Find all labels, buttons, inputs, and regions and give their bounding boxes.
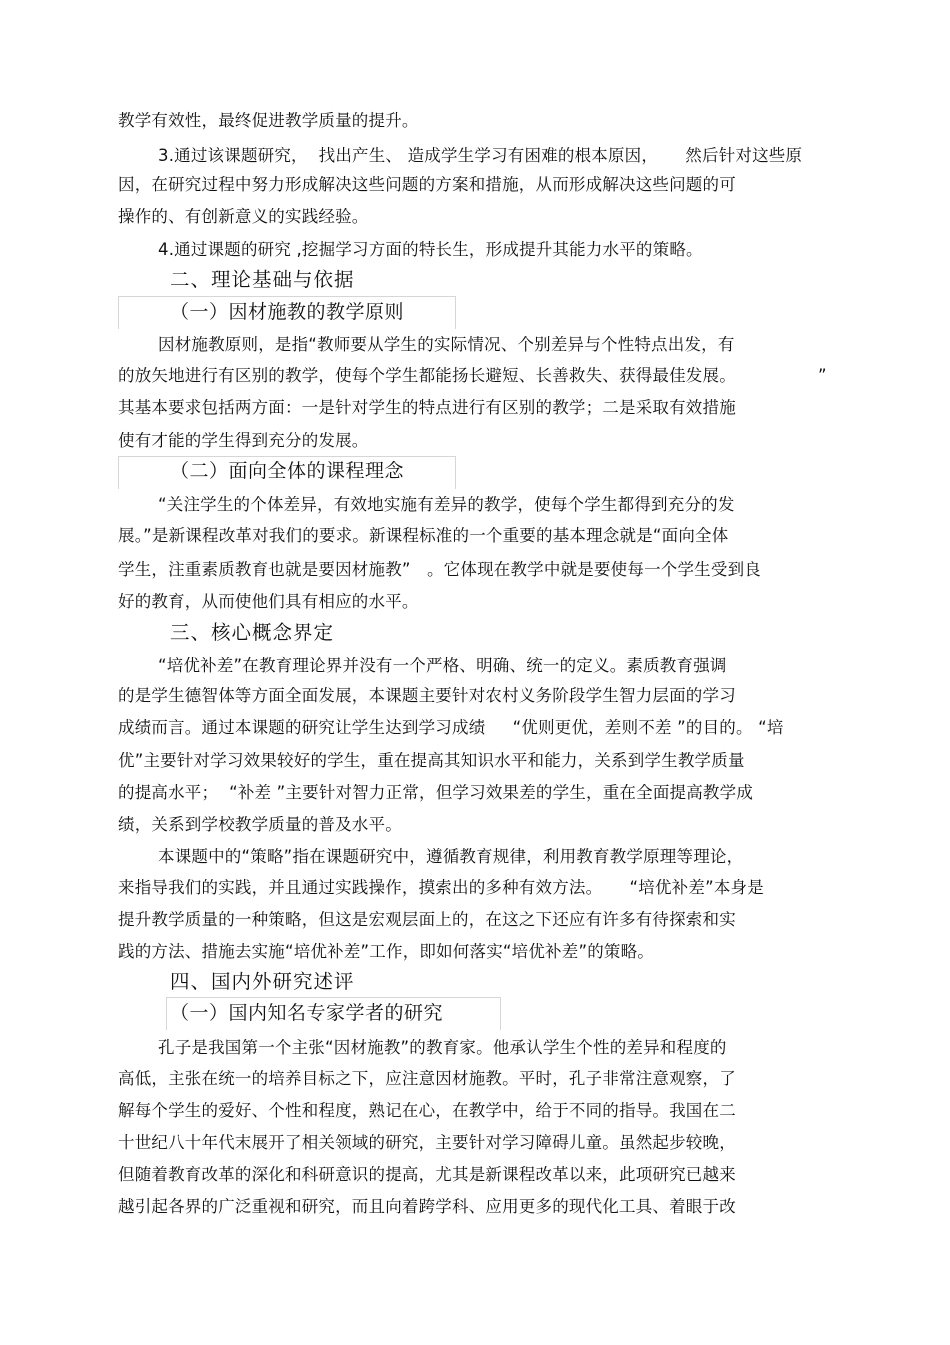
section-heading: 二、理论基础与依据	[170, 268, 355, 291]
section-heading: 四、国内外研究述评	[170, 970, 355, 993]
text-line: 使有才能的学生得到充分的发展。	[118, 431, 369, 450]
text-line: 操作的、有创新意义的实践经验。	[118, 207, 369, 226]
text-line: 但随着教育改革的深化和科研意识的提高，尤其是新课程改革以来，此项研究已越来	[118, 1165, 736, 1184]
subsection-heading: （一）因材施教的教学原则	[170, 301, 405, 323]
text-line: 的提高水平； “补差 ”主要针对智力正常，但学习效果差的学生，重在全面提高教学成	[118, 783, 754, 802]
subsection-heading: （一）国内知名专家学者的研究	[170, 1002, 444, 1024]
subsection-heading: （二）面向全体的课程理念	[170, 460, 405, 482]
text-line: 成绩而言。通过本课题的研究让学生达到学习成绩 “优则更优，差则不差 ”的目的。 “培	[118, 718, 784, 737]
text-line: 4.通过课题的研究 ,挖掘学习方面的特长生，形成提升其能力水平的策略。	[158, 240, 703, 259]
text-line: 十世纪八十年代末展开了相关领域的研究，主要针对学习障碍儿童。虽然起步较晚，	[118, 1133, 736, 1152]
text-line: 的放矢地进行有区别的教学，使每个学生都能扬长避短、长善救失、获得最佳发展。	[118, 366, 736, 385]
text-line: 展。”是新课程改革对我们的要求。新课程标准的一个重要的基本理念就是“面向全体	[118, 526, 729, 545]
text-line: 来指导我们的实践，并且通过实践操作，摸索出的多种有效方法。 “培优补差”本身是	[118, 878, 764, 897]
text-line: “关注学生的个体差异，有效地实施有差异的教学，使每个学生都得到充分的发	[158, 495, 735, 514]
text-line: 践的方法、措施去实施“培优补差”工作，即如何落实“培优补差”的策略。	[118, 942, 654, 961]
text-line: 高低，主张在统一的培养目标之下，应注意因材施教。平时，孔子非常注意观察，了	[118, 1069, 736, 1088]
text-line: “培优补差”在教育理论界并没有一个严格、明确、统一的定义。素质教育强调	[158, 656, 727, 675]
text-line: 孔子是我国第一个主张“因材施教”的教育家。他承认学生个性的差异和程度的	[158, 1038, 727, 1057]
text-line: 3.通过该课题研究， 找出产生、 造成学生学习有困难的根本原因， 然后针对这些原	[158, 146, 803, 165]
text-line: 好的教育，从而使他们具有相应的水平。	[118, 592, 419, 611]
text-line: 因材施教原则，是指“教师要从学生的实际情况、个别差异与个性特点出发，有	[158, 335, 735, 354]
text-line: 优”主要针对学习效果较好的学生，重在提高其知识水平和能力，关系到学生教学质量	[118, 751, 745, 770]
text-line: ”	[818, 366, 827, 385]
text-line: 本课题中的“策略”指在课题研究中，遵循教育规律，利用教育教学原理等理论，	[158, 847, 744, 866]
section-heading: 三、核心概念界定	[170, 621, 335, 644]
text-line: 绩，关系到学校教学质量的普及水平。	[118, 815, 402, 834]
text-line: 解每个学生的爱好、个性和程度，熟记在心，在教学中，给于不同的指导。我国在二	[118, 1101, 736, 1120]
text-line: 的是学生德智体等方面全面发展，本课题主要针对农村义务阶段学生智力层面的学习	[118, 686, 736, 705]
text-line: 学生，注重素质教育也就是要因材施教” 。它体现在教学中就是要使每一个学生受到良	[118, 560, 761, 579]
text-line: 越引起各界的广泛重视和研究，而且向着跨学科、应用更多的现代化工具、着眼于改	[118, 1197, 736, 1216]
text-line: 其基本要求包括两方面：一是针对学生的特点进行有区别的教学；二是采取有效措施	[118, 398, 736, 417]
text-line: 教学有效性，最终促进教学质量的提升。	[118, 111, 419, 130]
text-line: 因，在研究过程中努力形成解决这些问题的方案和措施，从而形成解决这些问题的可	[118, 175, 736, 194]
text-line: 提升教学质量的一种策略，但这是宏观层面上的，在这之下还应有许多有待探索和实	[118, 910, 736, 929]
